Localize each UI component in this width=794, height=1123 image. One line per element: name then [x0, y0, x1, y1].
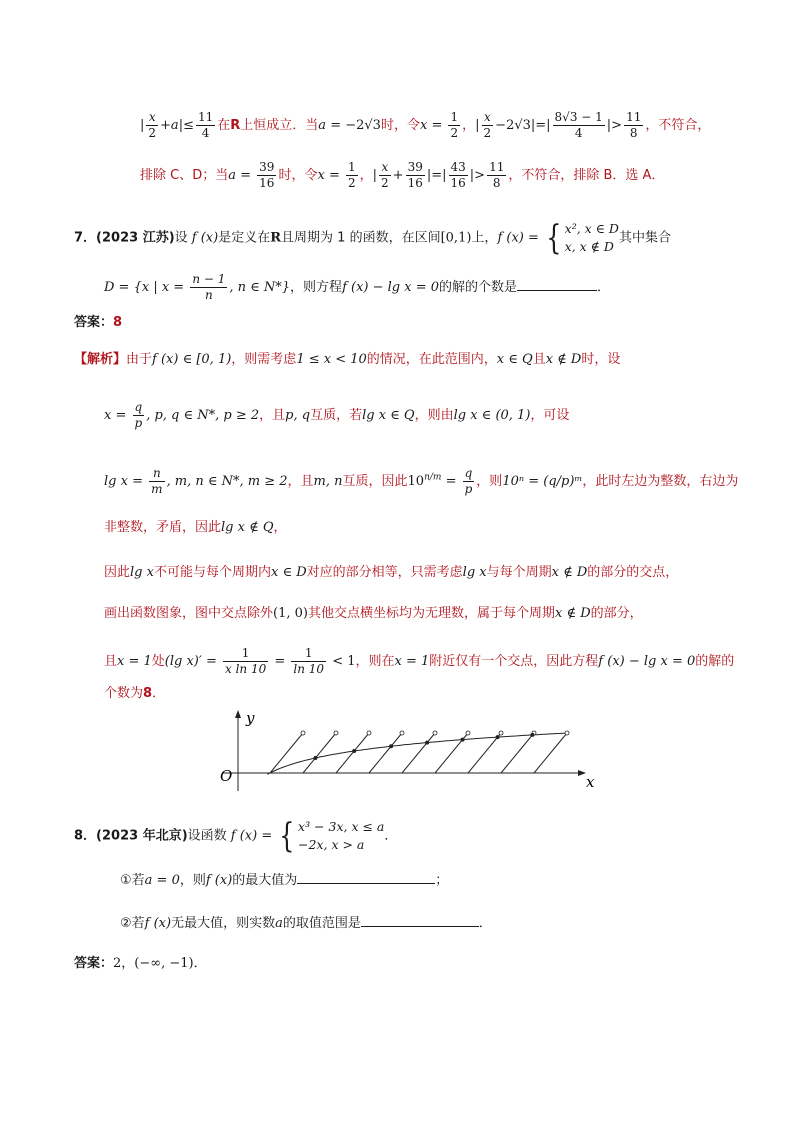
continuation-line-2: 排除 C、D；当a = $\frac{39}{16}$ 时，令x = $\frac{1}{2}$ ，| $\frac{x}{2}$ + $\frac{39}{16}$ |=| $\frac{43}{16}$ |> $\frac{11}{8}$ ，不符合，排除 B．选 A． — [140, 160, 665, 190]
fraction-x-over-2: $\frac{x}{2}$ — [148, 110, 157, 140]
fraction-1-over-2: $\frac{1}{2}$ — [450, 110, 459, 140]
q7-text-equation: ，则方程 — [290, 280, 343, 295]
text-exclude-cd: 排除 C、D；当 — [140, 168, 229, 183]
q7-p2-m5: lg x ∈ (0, 1) — [453, 408, 531, 423]
q7-p1-a: 由于 — [126, 352, 153, 367]
q7-p7-d: 附近仅有一个交点，因此方程 — [429, 654, 599, 669]
q7-analysis-line-4 — [104, 518, 287, 538]
y-axis-label: y — [246, 709, 255, 727]
q7-p7-m6: f (x) − lg x = 0 — [598, 654, 696, 669]
period-segment — [534, 733, 567, 773]
fraction-x-over-2-c: $\frac{x}{2}$ — [381, 160, 389, 190]
q8-blank-2[interactable] — [361, 912, 479, 927]
q7-p2-m3: p, q — [285, 408, 311, 423]
q7-p1-m1: f (x) ∈ [0, 1) — [152, 352, 232, 367]
text-comma-2: ， — [359, 168, 373, 183]
q7-set-tail: , n ∈ N*} — [229, 280, 291, 295]
text-shi-ling-2: 时，令 — [278, 168, 318, 183]
q8-s1-m1: a = 0 — [144, 873, 180, 888]
q7-analysis-tag: 【解析】 — [74, 352, 127, 367]
fraction-1-over-2-b: $\frac{1}{2}$ — [347, 160, 356, 190]
fraction-11-over-4: $\frac{11}{4}$ — [197, 110, 214, 140]
fraction-8r3-1-over-4: $\frac{8√3 - 1}{4}$ — [554, 110, 603, 140]
q7-analysis-line-2 — [104, 400, 569, 431]
q7-p7-fraction — [223, 646, 268, 677]
q7-p3-fn2: q — [464, 466, 473, 480]
q7-p6-a: 画出函数图象，图中交点除外 — [104, 606, 274, 621]
q7-p1-c: 的情况，在此范围内， — [366, 352, 497, 367]
q8-s2-c: 的取值范围是 — [282, 916, 361, 931]
fraction-11-over-8: $\frac{11}{8}$ — [626, 110, 642, 140]
x-axis-label: x — [586, 773, 595, 791]
intersection-point — [352, 749, 356, 753]
q8-s2-m2: a — [275, 916, 283, 931]
q8-stem: 8．(2023 年北京)设函数 f (x) = { x³ − 3x, x ≤ a −2x, x > a ． — [74, 816, 398, 856]
intersection-point — [530, 733, 534, 737]
q7-p7-fd: x ln 10 — [225, 662, 267, 676]
intersection-point — [313, 756, 317, 760]
q7-p2-m1: x = — [104, 408, 131, 423]
q7-p6-m1: (1, 0) — [273, 606, 308, 621]
fraction-11-over-8-b: $\frac{11}{8}$ — [489, 160, 505, 190]
q7-p7-c: ，则在 — [355, 654, 395, 669]
q7-p8-c: ． — [152, 686, 166, 701]
text-bu-fu-he: ，不符合， — [645, 118, 711, 133]
log-curve — [267, 733, 567, 774]
q7-p1-e: 时，设 — [581, 352, 621, 367]
intersection-point — [461, 738, 465, 742]
q7-p7-fn2: 1 — [291, 646, 326, 662]
q7-set-fraction — [190, 272, 227, 303]
q7-p7-m5: x = 1 — [394, 654, 430, 669]
q8-cases — [298, 818, 384, 854]
q7-p5-b: 不可能与每个周期内 — [153, 565, 271, 580]
q7-p4-b: ， — [273, 520, 287, 535]
q7-analysis-line-3 — [104, 466, 738, 497]
q7-p7-m4: < 1 — [328, 654, 356, 669]
text-heng-cheng-li: 上恒成立．当 — [240, 118, 319, 133]
q7-p1-b: ，则需考虑 — [231, 352, 297, 367]
q7-p2-m4: lg x ∈ Q — [362, 408, 415, 423]
continuation-line-1: | $\frac{x}{2}$ +a|≤ $\frac{11}{4}$ 在R上恒成立．当a = −2√3时，令x = $\frac{1}{2}$ ，| $\frac{x}{2}$ −2√3|=| $\frac{8√3 - 1}{4}$ |> $\frac{11}{8}$ ，不符合， — [140, 110, 711, 140]
period-segment — [501, 733, 534, 773]
q7-p2-c: ，则由 — [414, 408, 454, 423]
x-axis-arrow — [578, 770, 586, 776]
q7-p5-a: 因此 — [104, 565, 131, 580]
q7-p7-m3: = — [270, 654, 290, 669]
open-endpoint — [367, 731, 371, 735]
q7-p3-d: ，此时左边为整数，右边为 — [582, 474, 739, 489]
q7-p3-m6: 10ⁿ = (q/p)ᵐ — [502, 474, 583, 489]
period-segment — [402, 733, 435, 773]
intersection-point — [425, 741, 429, 745]
q7-p7-a: 且 — [104, 654, 118, 669]
q7-p6-b: 其他交点横坐标均为无理数，属于每个周期 — [307, 606, 555, 621]
q7-text-she: 设 — [174, 230, 188, 246]
q8-s1-c: 的最大值为 — [232, 873, 298, 888]
q8-case-1: x³ − 3x, x ≤ a — [298, 819, 385, 834]
q7-set-frac-num: n − 1 — [192, 272, 226, 286]
open-endpoint — [433, 731, 437, 735]
q7-text-on: 上， — [471, 230, 498, 246]
q8-s2-m1: f (x) — [144, 916, 172, 931]
graph-layer — [267, 731, 569, 774]
origin-label: O — [220, 767, 233, 785]
q8-text-she: 设函数 — [187, 828, 227, 844]
q7-p3-exp: n/m — [424, 472, 442, 483]
q7-answer-blank[interactable] — [517, 276, 597, 291]
q7-answer-label: 答案： — [74, 315, 114, 330]
open-endpoint — [301, 731, 305, 735]
y-axis-arrow — [235, 710, 241, 718]
q8-answer-label: 答案： — [74, 956, 114, 971]
q7-p7-fd2: ln 10 — [293, 662, 325, 676]
q7-p4-a: 非整数，矛盾，因此 — [104, 520, 222, 535]
q7-analysis-line-5 — [104, 563, 678, 583]
q8-s1-b: ，则 — [179, 873, 206, 888]
q7-p5-m4: x ∉ D — [551, 565, 588, 580]
intersection-point — [389, 744, 393, 748]
q8-sub-1 — [120, 869, 448, 891]
q8-blank-1[interactable] — [297, 869, 435, 884]
q7-p5-d: 与每个周期 — [486, 565, 552, 580]
q7-set-frac-den: n — [204, 288, 213, 302]
q7-cases — [565, 220, 619, 256]
q8-s2-a: ②若 — [120, 916, 145, 931]
period-segment — [303, 733, 336, 773]
q8-s2-b: 无最大值，则实数 — [171, 916, 276, 931]
period-segment — [270, 733, 303, 773]
q7-p1-d: 且 — [532, 352, 546, 367]
text-shi-ling: 时，令 — [380, 118, 420, 133]
q7-stem-line-1: 7．(2023 江苏)设 f (x)是定义在R且周期为 1 的函数，在区间[0,1)上，f (x) = { x², x ∈ D x, x ∉ D 其中集合 — [74, 218, 671, 258]
q7-p1-m3: x ∈ Q — [496, 352, 533, 367]
q7-p7-fraction-2 — [291, 646, 326, 677]
text-select-a: ，不符合，排除 B．选 A． — [508, 168, 665, 183]
q7-p2-fraction — [133, 400, 145, 431]
q7-case-1: x², x ∈ D — [564, 221, 619, 236]
q7-p5-m1: lg x — [130, 565, 154, 580]
q8-sub-2 — [120, 912, 492, 934]
q7-p3-fn: n — [149, 466, 164, 482]
q7-answer-value: 8 — [113, 315, 123, 330]
q7-set-def: D = {x | x = — [104, 280, 189, 295]
q7-p3-a: ，且 — [287, 474, 314, 489]
q7-p5-e: 的部分的交点， — [587, 565, 679, 580]
q8-s1-a: ①若 — [120, 873, 145, 888]
q7-period: ． — [597, 280, 611, 295]
q7-p3-fraction-2 — [463, 466, 475, 497]
q7-p7-fn: 1 — [223, 646, 268, 662]
q7-p8-b: 8 — [143, 686, 153, 701]
q8-brace: { — [279, 816, 295, 856]
open-endpoint — [334, 731, 338, 735]
q7-analysis-line-7 — [104, 646, 734, 677]
q8-answer — [74, 954, 207, 974]
q8-source: (2023 年北京) — [96, 828, 188, 844]
q7-p4-m1: lg x ∉ Q — [221, 520, 274, 535]
q7-p3-fd2: p — [464, 482, 473, 496]
period-segment — [369, 733, 402, 773]
q7-p2-fd: p — [134, 416, 143, 430]
q7-analysis-line-6 — [104, 604, 643, 624]
q7-p3-m1: lg x = — [104, 474, 148, 489]
q7-p6-c: 的部分， — [590, 606, 643, 621]
q7-number: 7． — [74, 230, 97, 246]
q7-p1-m4: x ∉ D — [545, 352, 582, 367]
q7-analysis-line-1 — [74, 350, 620, 370]
q7-p7-b: 处 — [151, 654, 165, 669]
q7-p2-m2: , p, q ∈ N*, p ≥ 2 — [146, 408, 260, 423]
q7-equation: f (x) − lg x = 0 — [342, 280, 440, 295]
fraction-39-over-16-b: $\frac{39}{16}$ — [407, 160, 423, 190]
fraction-x-over-2-b: $\frac{x}{2}$ — [483, 110, 492, 140]
q7-p3-m2: , m, n ∈ N*, m ≥ 2 — [166, 474, 288, 489]
q7-text-period: 且周期为 1 的函数，在区间 — [281, 230, 441, 246]
text-comma: ， — [462, 118, 476, 133]
q7-p2-b: 互质，若 — [310, 408, 363, 423]
q7-p7-e: 的解的 — [695, 654, 735, 669]
q7-p3-c: ，则 — [476, 474, 503, 489]
open-endpoint — [466, 731, 470, 735]
q8-period: ． — [384, 828, 398, 844]
open-endpoint — [400, 731, 404, 735]
text-R: R — [230, 118, 241, 133]
open-endpoint — [499, 731, 503, 735]
q8-answer-value: 2，(−∞, −1)． — [113, 956, 207, 971]
text-zai: 在 — [217, 118, 231, 133]
q7-analysis-line-8 — [104, 684, 165, 704]
q7-text-set: 其中集合 — [618, 230, 671, 246]
fraction-43-over-16: $\frac{43}{16}$ — [450, 160, 466, 190]
open-endpoint — [565, 731, 569, 735]
q7-p5-c: 对应的部分相等，只需考虑 — [306, 565, 463, 580]
q7-p5-m2: x ∈ D — [270, 565, 307, 580]
q8-s2-end: ． — [478, 916, 492, 931]
q7-p2-fn: q — [134, 400, 143, 414]
q7-p3-fraction — [149, 466, 164, 497]
q7-p8-a: 个数为 — [104, 686, 144, 701]
q7-p3-m4: 10 — [407, 474, 425, 489]
q7-stem-line-2 — [104, 272, 610, 303]
q7-p7-m1: x = 1 — [117, 654, 152, 669]
q7-p3-m5: = — [441, 474, 461, 489]
q7-answer — [74, 313, 122, 333]
q7-case-2: x, x ∉ D — [564, 239, 614, 254]
q8-case-2: −2x, x > a — [298, 837, 365, 852]
q7-p3-fd: m — [151, 482, 163, 496]
q8-s1-m2: f (x) — [205, 873, 233, 888]
q7-p2-d: ，可设 — [530, 408, 570, 423]
q7-p1-m2: 1 ≤ x < 10 — [296, 352, 367, 367]
q7-source: (2023 江苏) — [96, 230, 175, 246]
q7-function-graph — [210, 705, 610, 795]
q8-s1-end: ； — [435, 873, 449, 888]
q7-p2-a: ，且 — [259, 408, 286, 423]
q7-text-count: 的解的个数是 — [439, 280, 518, 295]
q7-p3-m3: m, n — [313, 474, 343, 489]
q7-p3-b: 互质，因此 — [342, 474, 408, 489]
q7-brace: { — [546, 218, 562, 258]
q7-p7-m2: (lg x)′ = — [164, 654, 221, 669]
q7-text-R: R — [270, 230, 282, 246]
fraction-39-over-16: $\frac{39}{16}$ — [259, 160, 275, 190]
q7-p6-m2: x ∉ D — [554, 606, 591, 621]
q7-p5-m3: lg x — [462, 565, 487, 580]
q7-text-defined: 是定义在 — [218, 230, 271, 246]
q8-number: 8． — [74, 828, 97, 844]
intersection-point — [496, 735, 500, 739]
